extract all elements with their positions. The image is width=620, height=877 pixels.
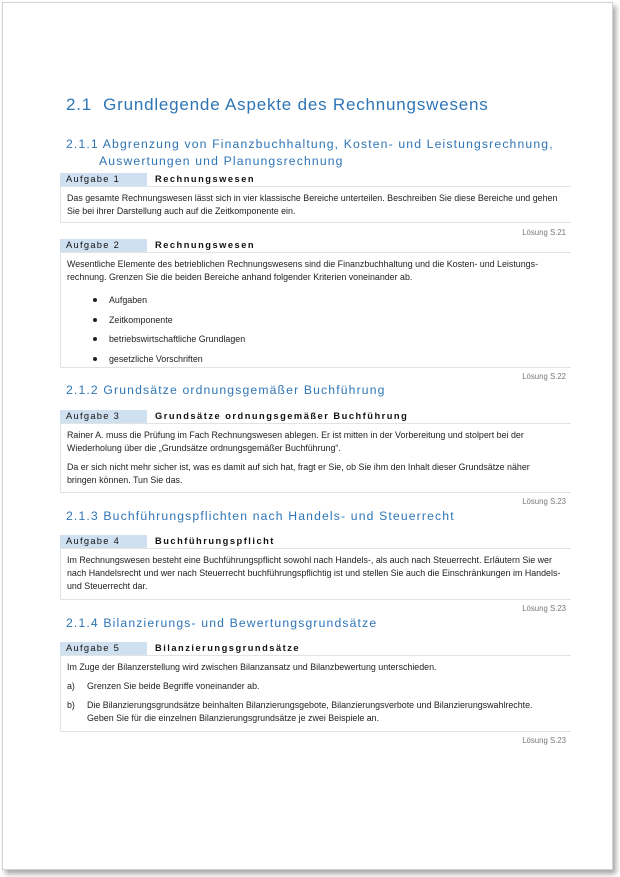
section-heading-2-1-1 [66,136,554,169]
subtask-text: Grenzen Sie beide Begriffe voneinander ab. [87,681,260,691]
solution-reference: Lösung S.23 [522,497,566,506]
solution-reference: Lösung S.21 [522,228,566,237]
task-title: Buchführungspflicht [155,536,275,546]
section-heading-2-1-4 [66,615,377,632]
section-number: 2.1.3 [66,509,99,523]
solution-reference: Lösung S.23 [522,604,566,613]
section-heading-2-1-2 [66,382,386,399]
task-label: Aufgabe 3 [60,410,147,423]
section-title: Bilanzierungs- und Bewertungsgrundsätze [103,616,378,630]
task-title: Grundsätze ordnungsgemäßer Buchführung [155,411,409,421]
task-4-body [60,549,571,600]
section-title: Grundsätze ordnungsgemäßer Buchführung [103,383,386,397]
document-page [2,2,613,870]
list-item: Aufgaben [97,293,571,313]
task-paragraph: Da er sich nicht mehr sicher ist, was es damit auf sich hat, fragt er Sie, ob Sie ihm den Inhalt dieser Grundsätze näher bringen können. Tun Sie das. [67,462,530,485]
task-paragraph: Im Rechnungswesen besteht eine Buchführungspflicht sowohl nach Handels-, als auch nach Steuerrecht. Erläutern Sie wer nach Handelsrecht und wer nach Steuerrecht buchführungspflichtig ist und stellen Sie auch die Einschränkungen im Handels- und Steuerrecht dar. [67,555,561,591]
section-title: Abgrenzung von Finanzbuchhaltung, Kosten- und Leistungsrechnung, [102,137,554,151]
task-5-header [60,642,571,656]
subtask-mark: a) [67,681,75,691]
task-1-body [60,187,571,223]
section-number: 2.1.2 [66,383,99,397]
task-5-body [60,656,571,732]
section-number: 2.1.4 [66,616,99,630]
task-2-header [60,239,571,253]
task-3-header [60,410,571,424]
section-title-continued: Auswertungen und Planungsrechnung [99,153,344,168]
section-number: 2.1.1 [66,137,99,151]
task-title: Bilanzierungsgrundsätze [155,643,301,653]
solution-reference: Lösung S.22 [522,372,566,381]
task-4-header [60,535,571,549]
solution-reference: Lösung S.23 [522,736,566,745]
task-1-header [60,173,571,187]
task-paragraph: Im Zuge der Bilanzerstellung wird zwischen Bilanzansatz und Bilanzbewertung unterschieden. [67,662,437,672]
task-paragraph: Rainer A. muss die Prüfung im Fach Rechnungswesen ablegen. Er ist mitten in der Vorbereitung und stolpert bei der Wiederholung über die „Grundsätze ordnungsgemäßer Buchführung“. [67,430,524,453]
task-title: Rechnungswesen [155,174,256,184]
list-item: gesetzliche Vorschriften [97,352,571,372]
subtask-mark: b) [67,700,75,710]
task-2-body [60,253,571,368]
subtask-list [67,680,571,725]
section-heading-2-1-3 [66,508,455,525]
task-label: Aufgabe 4 [60,535,147,548]
task-paragraph: Wesentliche Elemente des betrieblichen Rechnungswesens sind die Finanzbuchhaltung und die Kosten- und Leistungsrechnung. Grenzen Sie die beiden Bereiche anhand folgender Kriterien voneinander ab. [67,259,539,282]
task-label: Aufgabe 1 [60,173,147,186]
task-3-body [60,424,571,493]
task-paragraph: Das gesamte Rechnungswesen lässt sich in vier klassische Bereiche unterteilen. Beschreiben Sie diese Bereiche und gehen Sie bei ihrer Darstellung auch auf die Zeitkomponente ein. [67,193,558,216]
task-label: Aufgabe 5 [60,642,147,655]
list-item: Zeitkomponente [97,313,571,333]
task-label: Aufgabe 2 [60,239,147,252]
task-title: Rechnungswesen [155,240,256,250]
chapter-title: Grundlegende Aspekte des Rechnungswesens [103,95,489,114]
subtask-text: Die Bilanzierungsgrundsätze beinhalten Bilanzierungsgebote, Bilanzierungsverbote und Bilanzierungswahlrechte. Geben Sie für die einzelnen Bilanzierungsgrundsätze je zwei Beispiele an. [87,700,533,723]
list-item: betriebswirtschaftliche Grundlagen [97,332,571,352]
criteria-list [67,293,571,371]
subtask-item [67,699,571,725]
chapter-number: 2.1 [66,95,93,114]
subtask-item [67,680,571,693]
chapter-heading [66,95,489,115]
section-title: Buchführungspflichten nach Handels- und Steuerrecht [103,509,455,523]
